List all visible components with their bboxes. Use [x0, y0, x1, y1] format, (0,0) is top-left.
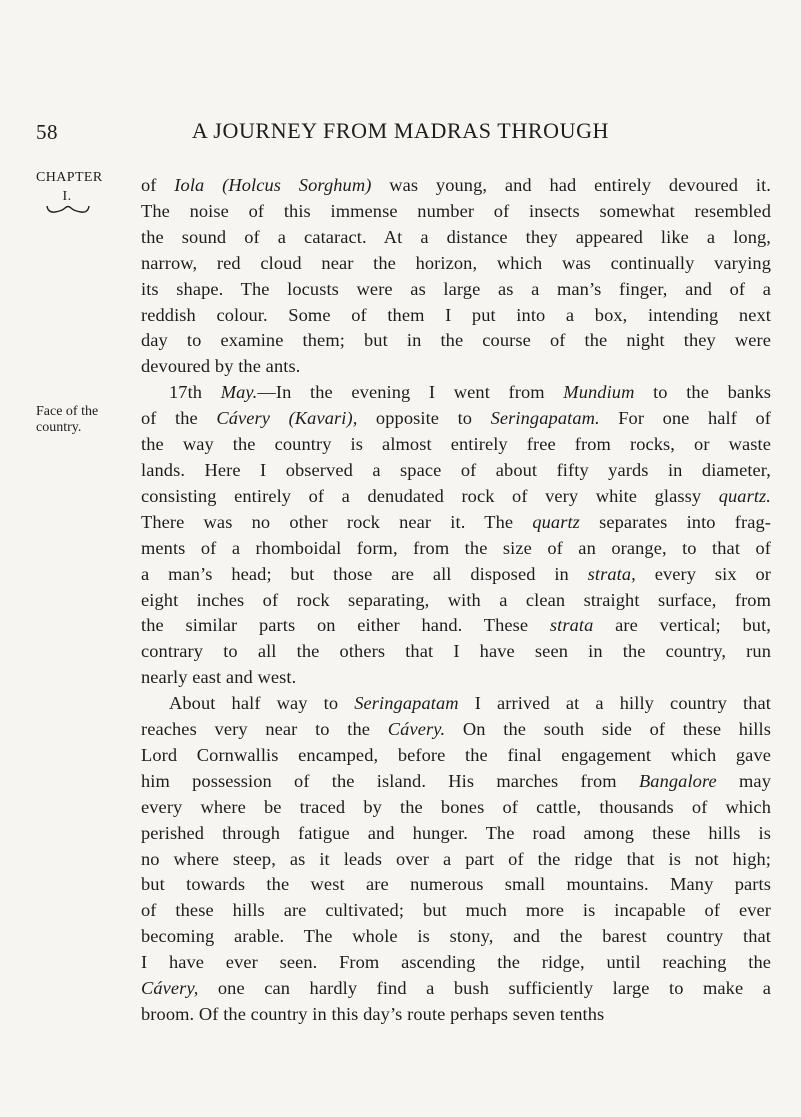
italic-run: Mundium	[563, 382, 635, 403]
text-run: every where be traced by the bones of cattle, thousands of which	[141, 796, 771, 817]
text-line	[141, 484, 771, 510]
text-run: devoured by the ants.	[141, 356, 301, 377]
text-line	[141, 1002, 771, 1028]
text-line	[141, 588, 771, 614]
italic-run: quartz	[532, 511, 580, 532]
chapter-marker	[36, 170, 132, 204]
text-line	[141, 769, 771, 795]
running-head	[0, 118, 801, 144]
italic-run: Iola (Holcus Sorghum)	[174, 175, 372, 195]
text-run: the sound of a cataract. At a distance they appeared like a long,	[141, 226, 771, 247]
body-text	[141, 173, 771, 1028]
chapter-label: CHAPTER	[36, 170, 103, 185]
text-line	[141, 924, 771, 950]
sidenote-line: Face of the	[36, 404, 99, 419]
text-line	[141, 639, 771, 665]
text-line	[141, 225, 771, 251]
text-line	[141, 562, 771, 588]
text-run: The noise of this immense number of insects somewhat resembled	[141, 200, 771, 221]
text-run: day to examine them; but in the course of the night they were	[141, 330, 771, 351]
italic-run: strata,	[587, 563, 636, 584]
text-line	[141, 847, 771, 873]
text-run: of these hills are cultivated; but much more is incapable of ever	[141, 900, 771, 921]
italic-run: Cávery.	[387, 719, 446, 740]
chapter-number: I.	[62, 189, 72, 204]
text-run: consisting entirely of a denudated rock of very white glassy	[141, 485, 719, 506]
text-run: becoming arable. The whole is stony, and the barest country that	[141, 926, 771, 947]
text-line	[141, 950, 771, 976]
text-run: For one half of	[599, 408, 771, 429]
text-line	[141, 717, 771, 743]
text-run: of the	[141, 408, 217, 429]
text-run: reaches very near to the	[141, 719, 388, 740]
text-run: a man’s head; but those are all disposed in	[141, 563, 588, 584]
text-run: ments of a rhomboidal form, from the size of an orange, to that of	[141, 537, 771, 558]
text-run: but towards the west are numerous small mountains. Many parts	[141, 874, 771, 895]
text-line	[141, 406, 771, 432]
text-run: On the south side of these hills	[445, 719, 771, 740]
italic-run: strata	[549, 615, 594, 636]
text-line	[141, 303, 771, 329]
text-line	[141, 328, 771, 354]
text-run: separates into frag-	[579, 511, 771, 532]
text-run: every six or	[635, 563, 771, 584]
text-line	[141, 898, 771, 924]
italic-run: Cávery,	[141, 978, 199, 999]
text-line	[141, 976, 771, 1002]
italic-run: Seringapatam	[354, 693, 459, 714]
text-run: nearly east and west.	[141, 667, 297, 688]
italic-run: Bangalore	[638, 770, 717, 791]
text-run: About half way to	[169, 693, 355, 714]
text-run: contrary to all the others that I have seen in the country, run	[141, 641, 771, 662]
text-run: perished through fatigue and hunger. The road among these hills is	[141, 822, 771, 843]
page-number: 58	[36, 120, 58, 144]
text-run: eight inches of rock separating, with a clean straight surface, from	[141, 589, 771, 610]
text-line	[141, 458, 771, 484]
text-run: Lord Cornwallis encamped, before the final engagement which gave	[141, 744, 771, 765]
text-line	[141, 872, 771, 898]
text-run: the way the country is almost entirely free from rocks, or waste	[141, 434, 771, 455]
text-line	[141, 173, 771, 199]
text-run: him possession of the island. His marches from	[141, 770, 639, 791]
text-line	[141, 743, 771, 769]
chapter-brace-ornament	[46, 204, 90, 216]
italic-run: Cávery (Kavari),	[216, 408, 358, 429]
text-run: reddish colour. Some of them I put into a box, intending next	[141, 304, 771, 325]
text-run: I have ever seen. From ascending the ridge, until reaching the	[141, 952, 771, 973]
sidenote-line: country.	[36, 420, 82, 435]
margin-sidenote	[36, 404, 132, 436]
text-run: of	[141, 175, 175, 195]
text-run: lands. Here I observed a space of about fifty yards in diameter,	[141, 459, 771, 480]
text-line	[141, 691, 771, 717]
text-line	[141, 251, 771, 277]
text-line	[141, 821, 771, 847]
text-line	[141, 613, 771, 639]
text-run: broom. Of the country in this day’s route perhaps seven tenths	[141, 1004, 605, 1024]
running-title: A JOURNEY FROM MADRAS THROUGH	[191, 118, 610, 143]
italic-run: May.	[220, 382, 258, 403]
text-run: no where steep, as it leads over a part of the ridge that is not high;	[141, 848, 771, 869]
text-run: narrow, red cloud near the horizon, which was continually varying	[141, 252, 771, 273]
text-run: There was no other rock near it. The	[141, 511, 533, 532]
text-run: are vertical; but,	[593, 615, 771, 636]
text-line	[141, 380, 771, 406]
text-run: I arrived at a hilly country that	[458, 693, 771, 714]
text-run: to the banks	[634, 382, 771, 403]
text-line	[141, 432, 771, 458]
text-line	[141, 536, 771, 562]
text-line	[141, 199, 771, 225]
text-run: —In the evening I went from	[257, 382, 564, 403]
text-run: may	[716, 770, 771, 791]
text-line	[141, 510, 771, 536]
text-run: the similar parts on either hand. These	[141, 615, 550, 636]
text-run: 17th	[169, 382, 221, 403]
italic-run: quartz.	[718, 485, 771, 506]
text-line	[141, 277, 771, 303]
text-run: opposite to	[357, 408, 491, 429]
text-run: was young, and had entirely devoured it.	[371, 175, 771, 195]
text-line	[141, 795, 771, 821]
italic-run: Seringapatam.	[490, 408, 600, 429]
text-run: one can hardly find a bush sufficiently large to make a	[198, 978, 771, 999]
text-line	[141, 665, 771, 691]
text-line	[141, 354, 771, 380]
text-run: its shape. The locusts were as large as a man’s finger, and of a	[141, 278, 771, 299]
